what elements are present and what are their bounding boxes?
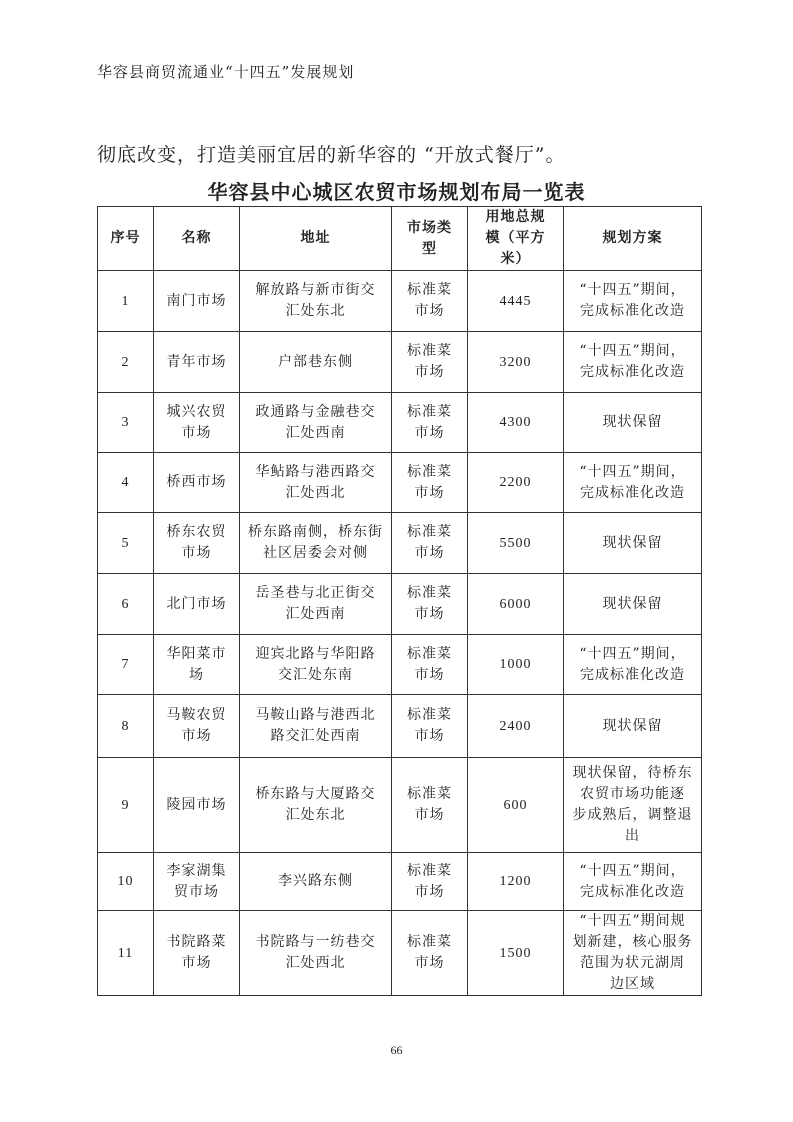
table-title: 华容县中心城区农贸市场规划布局一览表	[207, 180, 586, 204]
running-header: 华容县商贸流通业“十四五”发展规划	[97, 63, 355, 81]
cell-no: 8	[98, 695, 154, 758]
cell-address: 书院路与一纺巷交 汇处西北	[240, 911, 392, 996]
table-row	[98, 332, 702, 393]
cell-no: 7	[98, 635, 154, 695]
cell-type: 标准菜 市场	[392, 758, 468, 853]
cell-plan: 现状保留，待桥东 农贸市场功能逐 步成熟后，调整退 出	[564, 758, 702, 853]
cell-area: 600	[468, 758, 564, 853]
cell-name: 南门市场	[154, 271, 240, 332]
page-number: 66	[390, 1043, 403, 1057]
cell-type: 标准菜 市场	[392, 453, 468, 513]
cell-address: 政通路与金融巷交 汇处西南	[240, 393, 392, 453]
cell-type: 标准菜 市场	[392, 332, 468, 393]
cell-plan: 现状保留	[564, 513, 702, 574]
cell-type: 标准菜 市场	[392, 911, 468, 996]
market-table	[97, 206, 702, 996]
cell-type: 标准菜 市场	[392, 513, 468, 574]
cell-area: 1200	[468, 853, 564, 911]
cell-name: 马鞍农贸 市场	[154, 695, 240, 758]
cell-area: 4445	[468, 271, 564, 332]
table-row	[98, 635, 702, 695]
cell-type: 标准菜 市场	[392, 695, 468, 758]
cell-name: 青年市场	[154, 332, 240, 393]
cell-address: 桥东路南侧，桥东街 社区居委会对侧	[240, 513, 392, 574]
cell-no: 4	[98, 453, 154, 513]
cell-name: 城兴农贸 市场	[154, 393, 240, 453]
cell-plan: 现状保留	[564, 393, 702, 453]
cell-address: 华鲇路与港西路交 汇处西北	[240, 453, 392, 513]
cell-address: 解放路与新市街交 汇处东北	[240, 271, 392, 332]
table-header-row	[98, 207, 702, 271]
cell-area: 2400	[468, 695, 564, 758]
table-row	[98, 911, 702, 996]
cell-area: 5500	[468, 513, 564, 574]
cell-name: 桥东农贸 市场	[154, 513, 240, 574]
cell-address: 马鞍山路与港西北 路交汇处西南	[240, 695, 392, 758]
cell-name: 北门市场	[154, 574, 240, 635]
col-header-plan: 规划方案	[564, 207, 702, 271]
col-header-name: 名称	[154, 207, 240, 271]
table-row	[98, 271, 702, 332]
cell-type: 标准菜 市场	[392, 635, 468, 695]
cell-type: 标准菜 市场	[392, 271, 468, 332]
col-header-area: 用地总规 模（平方 米）	[468, 207, 564, 271]
cell-name: 华阳菜市 场	[154, 635, 240, 695]
cell-no: 10	[98, 853, 154, 911]
cell-no: 3	[98, 393, 154, 453]
cell-no: 11	[98, 911, 154, 996]
cell-area: 1500	[468, 911, 564, 996]
cell-area: 4300	[468, 393, 564, 453]
cell-no: 1	[98, 271, 154, 332]
cell-type: 标准菜 市场	[392, 853, 468, 911]
cell-plan: “十四五”期间规 划新建，核心服务 范围为状元湖周 边区域	[564, 911, 702, 996]
table-row	[98, 453, 702, 513]
cell-name: 陵园市场	[154, 758, 240, 853]
cell-address: 桥东路与大厦路交 汇处东北	[240, 758, 392, 853]
cell-type: 标准菜 市场	[392, 393, 468, 453]
cell-address: 户部巷东侧	[240, 332, 392, 393]
table-row	[98, 574, 702, 635]
cell-no: 6	[98, 574, 154, 635]
table-row	[98, 513, 702, 574]
cell-address: 岳圣巷与北正街交 汇处西南	[240, 574, 392, 635]
cell-plan: “十四五”期间， 完成标准化改造	[564, 453, 702, 513]
cell-area: 2200	[468, 453, 564, 513]
cell-area: 3200	[468, 332, 564, 393]
cell-plan: “十四五”期间， 完成标准化改造	[564, 332, 702, 393]
cell-type: 标准菜 市场	[392, 574, 468, 635]
cell-plan: “十四五”期间， 完成标准化改造	[564, 635, 702, 695]
cell-name: 书院路菜 市场	[154, 911, 240, 996]
cell-plan: “十四五”期间， 完成标准化改造	[564, 271, 702, 332]
cell-area: 1000	[468, 635, 564, 695]
table-row	[98, 758, 702, 853]
cell-address: 迎宾北路与华阳路 交汇处东南	[240, 635, 392, 695]
table-row	[98, 695, 702, 758]
cell-address: 李兴路东侧	[240, 853, 392, 911]
col-header-type: 市场类 型	[392, 207, 468, 271]
cell-no: 9	[98, 758, 154, 853]
cell-plan: 现状保留	[564, 574, 702, 635]
cell-name: 桥西市场	[154, 453, 240, 513]
col-header-address: 地址	[240, 207, 392, 271]
cell-no: 2	[98, 332, 154, 393]
body-paragraph: 彻底改变，打造美丽宜居的新华容的 “开放式餐厅”。	[97, 144, 566, 166]
cell-name: 李家湖集 贸市场	[154, 853, 240, 911]
table-row	[98, 393, 702, 453]
cell-no: 5	[98, 513, 154, 574]
cell-plan: 现状保留	[564, 695, 702, 758]
cell-area: 6000	[468, 574, 564, 635]
table-row	[98, 853, 702, 911]
col-header-no: 序号	[98, 207, 154, 271]
cell-plan: “十四五”期间， 完成标准化改造	[564, 853, 702, 911]
